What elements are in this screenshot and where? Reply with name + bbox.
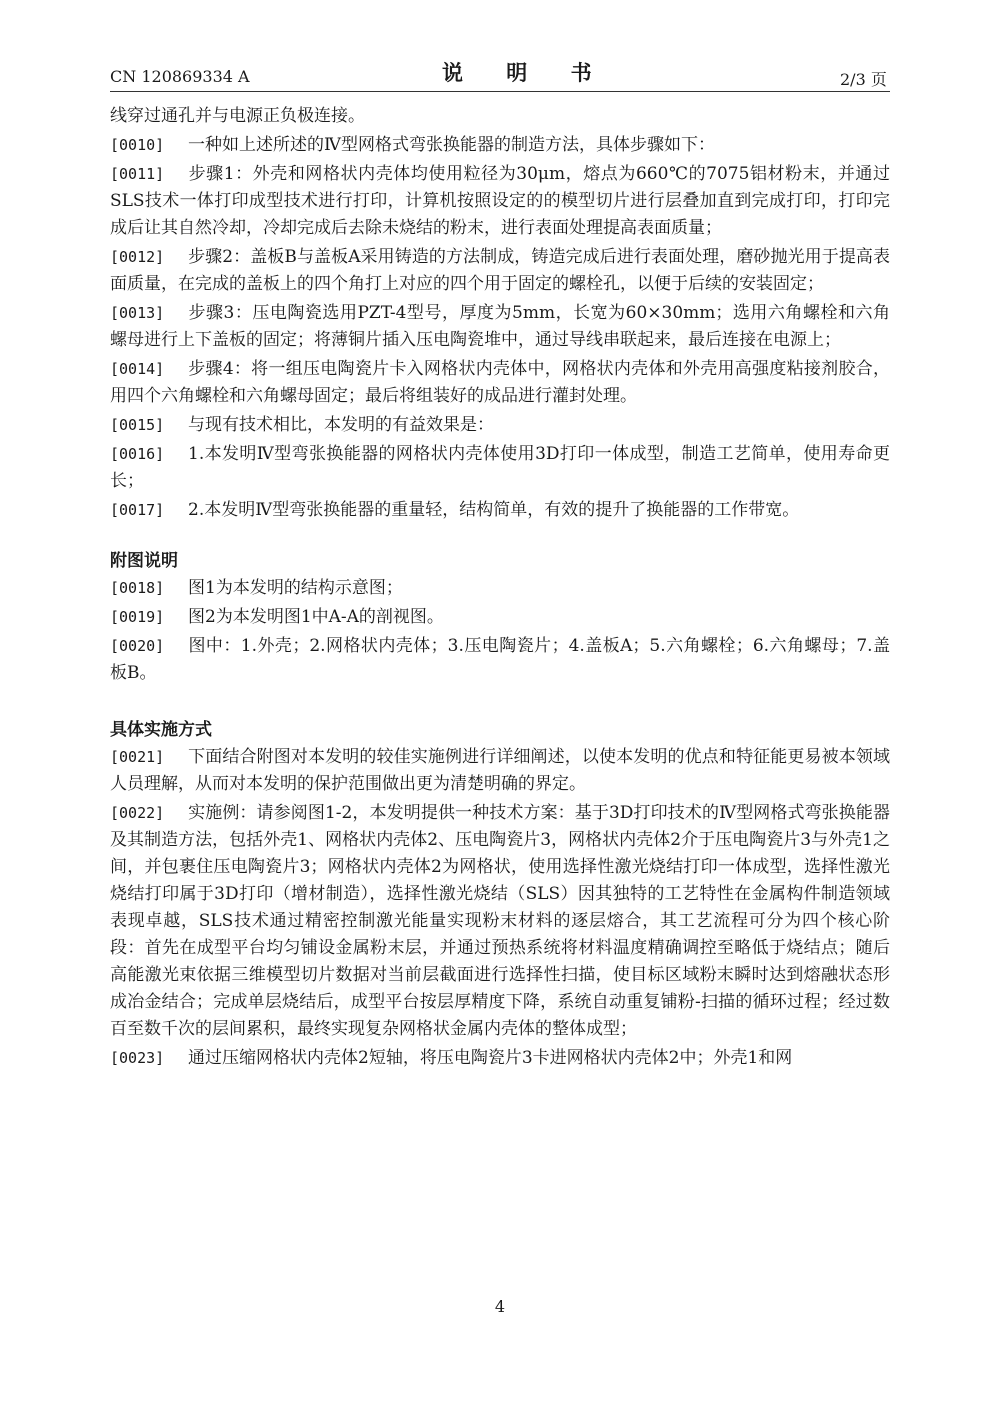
paragraph bbox=[110, 132, 890, 159]
paragraph bbox=[110, 575, 890, 602]
publication-number: CN 120869334 A bbox=[110, 67, 250, 86]
paragraph-text: 图1为本发明的结构示意图； bbox=[188, 578, 403, 598]
paragraph-number: [0013] bbox=[110, 304, 165, 322]
paragraph-text: 1.本发明Ⅳ型弯张换能器的网格状内壳体使用3D打印一体成型，制造工艺简单，使用寿命更长； bbox=[110, 444, 890, 491]
section-spacer bbox=[110, 526, 890, 548]
paragraph-number: [0011] bbox=[110, 165, 165, 183]
page-number: 4 bbox=[494, 1297, 506, 1316]
section-spacer bbox=[110, 689, 890, 717]
paragraph-text: 通过压缩网格状内壳体2短轴，将压电陶瓷片3卡进网格状内壳体2中；外壳1和网 bbox=[188, 1048, 793, 1068]
paragraph-text: 图2为本发明图1中A-A的剖视图。 bbox=[188, 607, 444, 627]
paragraph-number: [0018] bbox=[110, 579, 165, 597]
paragraph-number: [0017] bbox=[110, 501, 165, 519]
document-title: 说 明 书 bbox=[442, 61, 610, 85]
paragraph-text: 步骤4：将一组压电陶瓷片卡入网格状内壳体中，网格状内壳体和外壳用高强度粘接剂胶合，用四个六角螺栓和六角螺母固定；最后将组装好的成品进行灌封处理。 bbox=[110, 359, 890, 406]
paragraph bbox=[110, 441, 890, 495]
paragraph-text: 下面结合附图对本发明的较佳实施例进行详细阐述，以使本发明的优点和特征能更易被本领域人员理解，从而对本发明的保护范围做出更为清楚明确的界定。 bbox=[110, 747, 890, 794]
paragraph bbox=[110, 604, 890, 631]
paragraph bbox=[110, 244, 890, 298]
paragraph-number: [0022] bbox=[110, 804, 165, 822]
paragraph-number: [0021] bbox=[110, 748, 165, 766]
paragraph-number: [0020] bbox=[110, 637, 165, 655]
paragraph bbox=[110, 744, 890, 798]
header-rule bbox=[110, 91, 890, 92]
paragraph bbox=[110, 412, 890, 439]
paragraph-text: 一种如上述所述的Ⅳ型网格式弯张换能器的制造方法，具体步骤如下： bbox=[188, 135, 715, 155]
paragraph-number: [0023] bbox=[110, 1049, 165, 1067]
paragraph-text: 步骤3：压电陶瓷选用PZT-4型号，厚度为5mm，长宽为60×30mm；选用六角螺栓和六角螺母进行上下盖板的固定；将薄铜片插入压电陶瓷堆中，通过导线串联起来，最后连接在电源上； bbox=[110, 303, 890, 350]
paragraph bbox=[110, 633, 890, 687]
paragraph-number: [0012] bbox=[110, 248, 165, 266]
document-body bbox=[110, 103, 890, 1074]
paragraph-number: [0014] bbox=[110, 360, 165, 378]
paragraph bbox=[110, 497, 890, 524]
paragraph bbox=[110, 356, 890, 410]
page-indicator: 2/3 页 bbox=[840, 70, 887, 89]
paragraph-text: 2.本发明Ⅳ型弯张换能器的重量轻，结构简单，有效的提升了换能器的工作带宽。 bbox=[188, 500, 800, 520]
paragraph bbox=[110, 1045, 890, 1072]
paragraph-number: [0019] bbox=[110, 608, 165, 626]
section-heading-figures: 附图说明 bbox=[110, 551, 178, 571]
page-header bbox=[0, 0, 1000, 96]
paragraph-text: 与现有技术相比，本发明的有益效果是： bbox=[188, 415, 494, 435]
paragraph-text: 步骤2：盖板B与盖板A采用铸造的方法制成，铸造完成后进行表面处理，磨砂抛光用于提高表面质量，在完成的盖板上的四个角打上对应的四个用于固定的螺栓孔，以便于后续的安装固定； bbox=[110, 247, 890, 294]
paragraph-text: 图中：1.外壳；2.网格状内壳体；3.压电陶瓷片；4.盖板A；5.六角螺栓；6.六角螺母；7.盖板B。 bbox=[110, 636, 890, 683]
paragraph-text: 线穿过通孔并与电源正负极连接。 bbox=[110, 106, 365, 126]
paragraph-number: [0015] bbox=[110, 416, 165, 434]
paragraph bbox=[110, 161, 890, 242]
paragraph bbox=[110, 800, 890, 1043]
paragraph bbox=[110, 300, 890, 354]
paragraph-continuation bbox=[110, 103, 890, 130]
section-heading-embodiment: 具体实施方式 bbox=[110, 720, 212, 740]
paragraph-number: [0016] bbox=[110, 445, 165, 463]
paragraph-number: [0010] bbox=[110, 136, 165, 154]
paragraph-text: 步骤1：外壳和网格状内壳体均使用粒径为30μm，熔点为660℃的7075铝材粉末，并通过SLS技术一体打印成型技术进行打印，计算机按照设定的的模型切片进行层叠加直到完成打印，打印完成后让其自然冷却，冷却完成后去除未烧结的粉末，进行表面处理提高表面质量； bbox=[110, 164, 890, 238]
paragraph-text: 实施例：请参阅图1-2，本发明提供一种技术方案：基于3D打印技术的Ⅳ型网格式弯张换能器及其制造方法，包括外壳1、网格状内壳体2、压电陶瓷片3，网格状内壳体2介于压电陶瓷片3与外壳1之间，并包裹住压电陶瓷片3；网格状内壳体2为网格状，使用选择性激光烧结打印一体成型，选择性激光烧结打印属于3D打印（增材制造），选择性激光烧结（SLS）因其独特的工艺特性在金属构件制造领域表现卓越，SLS技术通过精密控制激光能量实现粉末材料的逐层熔合，其工艺流程可分为四个核心阶段：首先在成型平台均匀铺设金属粉末层，并通过预热系统将材料温度精确调控至略低于烧结点；随后高能激光束依据三维模型切片数据对当前层截面进行选择性扫描，使目标区域粉末瞬时达到熔融状态形成冶金结合；完成单层烧结后，成型平台按层厚精度下降，系统自动重复铺粉-扫描的循环过程；经过数百至数千次的层间累积，最终实现复杂网格状金属内壳体的整体成型； bbox=[110, 803, 890, 1039]
